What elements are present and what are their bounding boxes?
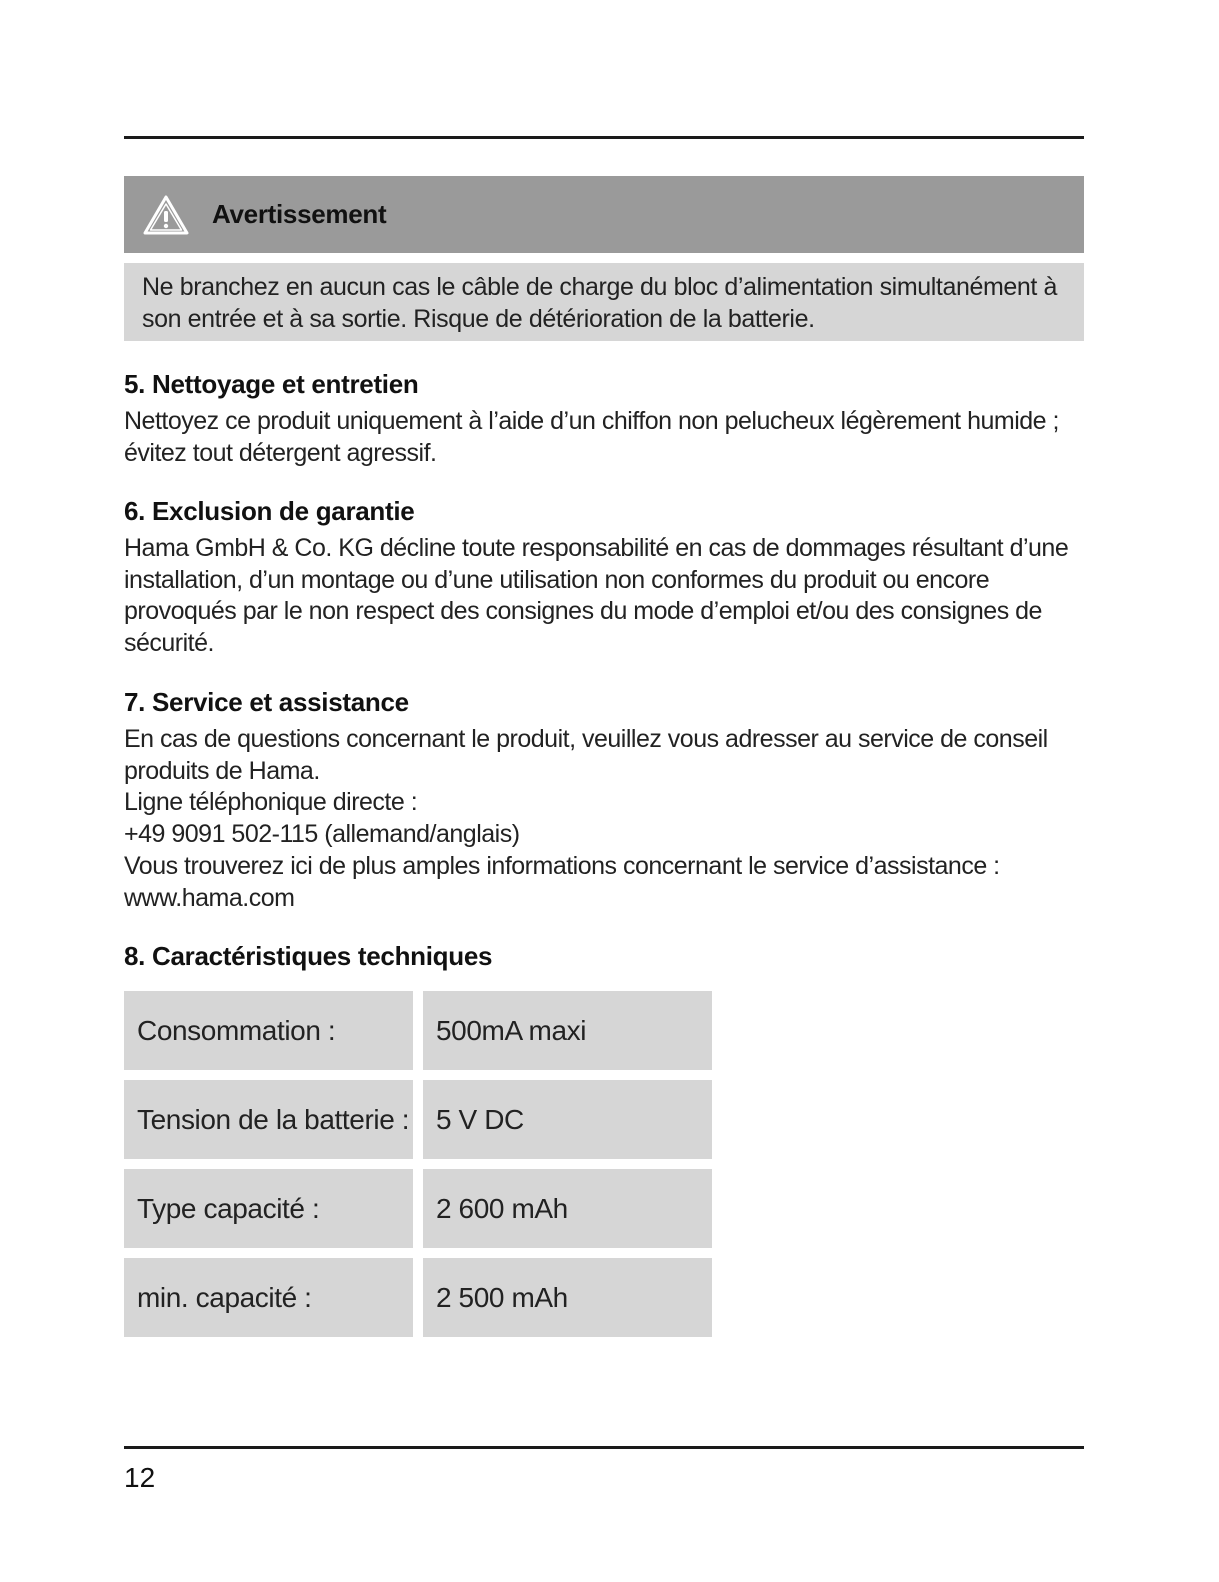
section-cleaning <box>124 368 1084 469</box>
section-warranty <box>124 495 1084 660</box>
warranty-heading: 6. Exclusion de garantie <box>124 496 415 526</box>
spec-label: Type capacité : <box>124 1169 413 1248</box>
hotline-number: +49 9091 502-115 (allemand/anglais) <box>124 820 520 849</box>
hotline-label: Ligne téléphonique directe : <box>124 788 418 817</box>
section-specs <box>124 940 1084 972</box>
spec-value: 2 500 mAh <box>423 1258 712 1337</box>
spec-value: 5 V DC <box>423 1080 712 1159</box>
warning-triangle-icon <box>142 194 190 236</box>
service-text: En cas de questions concernant le produit, veuillez vous adresser au service de conseil produits de Hama. <box>124 725 1048 785</box>
top-rule <box>124 136 1084 139</box>
spec-row-consumption <box>124 991 714 1070</box>
spec-label: Tension de la batterie : <box>124 1080 413 1159</box>
service-body <box>124 724 1084 914</box>
spec-value: 2 600 mAh <box>423 1169 712 1248</box>
warning-text: Ne branchez en aucun cas le câble de charge du bloc d’alimentation simultanément à son entrée et à sa sortie. Risque de détérioration de la batterie. <box>124 263 1084 341</box>
spec-row-min-capacity <box>124 1258 714 1337</box>
spec-value: 500mA maxi <box>423 991 712 1070</box>
warning-header <box>124 176 1084 253</box>
cleaning-heading: 5. Nettoyage et entretien <box>124 369 419 399</box>
service-heading: 7. Service et assistance <box>124 687 409 717</box>
specs-table <box>124 991 714 1347</box>
spec-label: Consommation : <box>124 991 413 1070</box>
spec-label: min. capacité : <box>124 1258 413 1337</box>
bottom-rule <box>124 1446 1084 1449</box>
section-service <box>124 686 1084 914</box>
page-number: 12 <box>124 1462 156 1493</box>
spec-row-type-capacity <box>124 1169 714 1248</box>
website-link[interactable]: www.hama.com <box>124 883 295 912</box>
service-info-text: Vous trouverez ici de plus amples informations concernant le service d’assistance : <box>124 851 1000 880</box>
spec-row-voltage <box>124 1080 714 1159</box>
specs-heading: 8. Caractéristiques techniques <box>124 941 493 971</box>
warranty-text: Hama GmbH & Co. KG décline toute responsabilité en cas de dommages résultant d’une installation, d’un montage ou d’une utilisation non conformes du produit ou encore provoqués par le non respect des consignes du mode d’emploi et/ou des consignes de sécurité. <box>124 534 1069 658</box>
cleaning-text: Nettoyez ce produit uniquement à l’aide d’un chiffon non pelucheux légèrement humide ; évitez tout détergent agressif. <box>124 407 1059 467</box>
warning-title: Avertissement <box>212 199 387 229</box>
